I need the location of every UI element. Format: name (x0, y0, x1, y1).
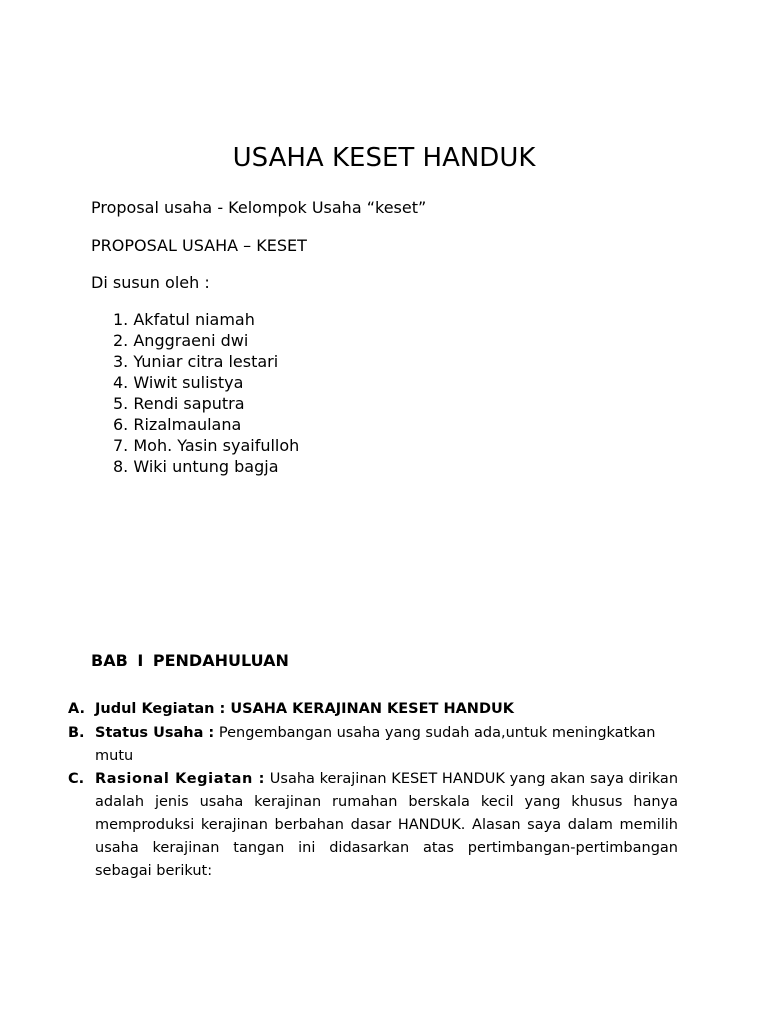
chapter-heading: BAB I PENDAHULUAN (91, 651, 289, 670)
member-item: 3. Yuniar citra lestari (113, 352, 279, 371)
section-letter: A. (68, 701, 85, 717)
section-letter: B. (68, 725, 85, 741)
compiled-by-label: Di susun oleh : (91, 273, 210, 292)
member-item: 6. Rizalmaulana (113, 415, 242, 434)
subtitle: Proposal usaha - Kelompok Usaha “keset” (91, 198, 427, 217)
section-a (68, 698, 678, 721)
section-b (68, 722, 678, 768)
section-c (68, 768, 678, 883)
section-heading: Rasional Kegiatan : (95, 771, 266, 787)
member-item: 1. Akfatul niamah (113, 310, 255, 329)
document-title: USAHA KESET HANDUK (232, 143, 536, 173)
member-list (113, 309, 299, 477)
section-letter: C. (68, 771, 85, 787)
section-heading: Judul Kegiatan : USAHA KERAJINAN KESET HANDUK (95, 701, 514, 717)
member-item: 5. Rendi saputra (113, 394, 245, 413)
proposal-heading: PROPOSAL USAHA – KESET (91, 236, 307, 255)
member-item: 8. Wiki untung bagja (113, 457, 279, 476)
member-item: 7. Moh. Yasin syaifulloh (113, 436, 300, 455)
member-item: 2. Anggraeni dwi (113, 331, 249, 350)
section-heading: Status Usaha : (95, 725, 215, 741)
member-item: 4. Wiwit sulistya (113, 373, 244, 392)
section-text: Usaha kerajinan KESET HANDUK yang akan saya dirikan adalah jenis usaha kerajinan rumahan berskala kecil yang khusus hanya memproduksi kerajinan berbahan dasar HANDUK. Alasan saya dalam memilih usaha kerajinan tangan ini didasarkan atas pertimbangan-pertimbangan sebagai berikut: (95, 771, 679, 879)
section-text: Pengembangan usaha yang sudah ada,untuk meningkatkan mutu (95, 725, 656, 764)
